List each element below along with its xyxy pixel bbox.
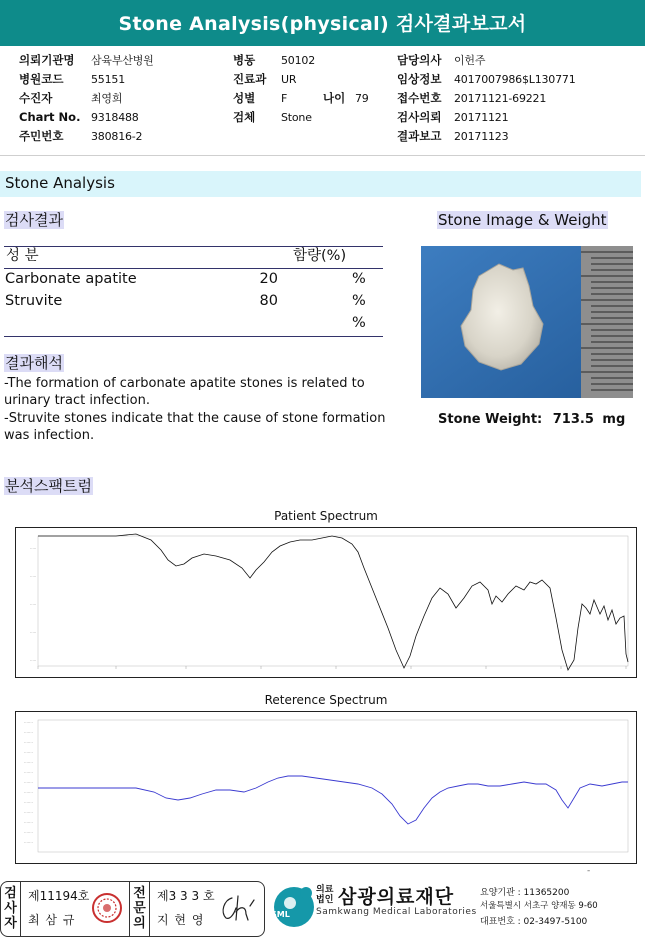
- svg-text:·······: ·······: [24, 750, 33, 755]
- org-phone: 대표번호 : 02-3497-5100: [480, 917, 588, 927]
- svg-text:·······: ·······: [24, 730, 33, 735]
- info-col-3: [397, 51, 576, 146]
- spectrum-heading: 분석스팩트럼: [5, 477, 92, 495]
- table-row: [0, 270, 390, 290]
- info-label: 검체: [233, 110, 256, 124]
- age-value: 79: [355, 92, 369, 105]
- seal-icon: [91, 892, 123, 924]
- component-unit: %: [352, 315, 366, 331]
- reference-spectrum-plot: [15, 711, 637, 864]
- info-label: 성별: [233, 91, 256, 105]
- component-name: Carbonate apatite: [5, 271, 137, 287]
- svg-text:·····: ·····: [30, 630, 37, 635]
- results-heading: 검사결과: [5, 211, 63, 229]
- reviewer-name: 지 현 영: [157, 913, 205, 927]
- info-label: 검사의뢰: [397, 110, 442, 124]
- info-value: F: [281, 92, 288, 105]
- svg-text:·······: ·······: [24, 840, 33, 845]
- reviewer-label: 전문의: [133, 886, 146, 931]
- info-value: 삼육부산병원: [91, 54, 154, 67]
- info-value: 20171121: [454, 111, 509, 124]
- svg-text:·······: ·······: [24, 740, 33, 745]
- svg-text:·······: ·······: [24, 790, 33, 795]
- table-row: [0, 292, 390, 312]
- component-amount: 80: [259, 293, 278, 309]
- inspector-seal: [91, 892, 123, 928]
- reference-spectrum-title: Reterence Spectrum: [264, 693, 388, 707]
- org-prefix: [316, 885, 333, 905]
- signature-icon: [218, 892, 258, 924]
- info-label: 담당의사: [397, 53, 442, 67]
- svg-text:·······: ·······: [24, 800, 33, 805]
- info-value: 380816-2: [91, 130, 143, 143]
- info-value: 55151: [91, 73, 125, 86]
- org-prefix-top: 의료: [316, 885, 334, 895]
- interpretation-heading: 결과해석: [5, 354, 63, 372]
- svg-text:·····: ·····: [30, 658, 37, 663]
- info-value: 9318488: [91, 111, 139, 124]
- report-title: Stone Analysis(physical) 검사결과보고서: [0, 0, 645, 46]
- table-bottom-rule: [4, 336, 383, 337]
- section-title: Stone Analysis: [0, 171, 641, 197]
- svg-text:·····: ·····: [30, 574, 37, 579]
- info-value: Stone: [281, 111, 312, 124]
- info-value: 50102: [281, 54, 315, 67]
- col-component-header: 성 분: [6, 248, 39, 264]
- info-label: 진료과: [233, 72, 267, 86]
- col-amount-header: 함량(%): [293, 248, 347, 264]
- svg-text:·······: ·······: [24, 810, 33, 815]
- info-label: 접수번호: [397, 91, 442, 105]
- info-value: 이헌주: [454, 54, 486, 67]
- svg-text:·······: ·······: [24, 820, 33, 825]
- component-unit: %: [352, 293, 366, 309]
- stone-heading: Stone Image & Weight: [438, 211, 607, 229]
- divider: [0, 155, 645, 156]
- patient-spectrum-line: [38, 534, 628, 670]
- age-label: 나이: [323, 91, 346, 105]
- svg-text:·······: ·······: [24, 720, 33, 725]
- component-unit: %: [352, 271, 366, 287]
- inspector-name: 최 삼 규: [28, 913, 76, 927]
- info-value: 4017007986$L130771: [454, 73, 576, 86]
- svg-text:·····: ·····: [30, 546, 37, 551]
- divider: [129, 881, 130, 937]
- stone-weight: [438, 412, 625, 427]
- reviewer-number: 제3 3 3 호: [157, 889, 215, 903]
- info-col-2: [233, 51, 369, 127]
- info-label: 의뢰기관명: [19, 53, 75, 67]
- info-label: 주민번호: [19, 129, 64, 143]
- info-value: 20171121-69221: [454, 92, 547, 105]
- patient-spectrum-svg: [16, 528, 636, 677]
- info-label: 수진자: [19, 91, 53, 105]
- info-col-1: [19, 51, 154, 146]
- stone-weight-value: 713.5: [552, 412, 594, 427]
- info-label: 병원코드: [19, 72, 64, 86]
- svg-text:·····: ·····: [30, 602, 37, 607]
- svg-text:·······: ·······: [24, 770, 33, 775]
- table-row: [0, 314, 390, 334]
- interpretation-line-1: -The formation of carbonate apatite stones is related to urinary tract infection.: [4, 376, 365, 408]
- interpretation-line-2: -Struvite stones indicate that the cause of stone formation was infection.: [4, 411, 386, 443]
- component-amount: 20: [259, 271, 278, 287]
- divider: [149, 881, 150, 937]
- info-label: 병동: [233, 53, 256, 67]
- table-header-rule: [4, 268, 383, 269]
- scan-mark: -: [587, 866, 591, 876]
- patient-spectrum-plot: [15, 527, 637, 678]
- org-name-en: Samkwang Medical Laboratories: [316, 907, 477, 917]
- org-name: 삼광의료재단: [338, 886, 455, 908]
- reference-spectrum-line: [38, 776, 628, 824]
- reviewer-signature: [218, 892, 258, 928]
- divider: [20, 881, 21, 937]
- stone-photo: [421, 246, 633, 398]
- info-label: 결과보고: [397, 129, 442, 143]
- svg-text:·······: ·······: [24, 760, 33, 765]
- inspector-label: 검사자: [4, 886, 17, 931]
- org-badge: SML: [271, 910, 290, 919]
- stone-weight-label: Stone Weight:: [438, 412, 543, 427]
- stone-weight-unit: mg: [602, 412, 626, 427]
- org-code: 요양기관 : 11365200: [480, 888, 570, 898]
- info-label: Chart No.: [19, 110, 81, 124]
- svg-text:·······: ·······: [24, 780, 33, 785]
- info-label: 임상정보: [397, 72, 442, 86]
- org-prefix-bottom: 법인: [316, 895, 334, 905]
- inspector-number: 제11194호: [28, 889, 90, 903]
- info-value: 최영희: [91, 92, 123, 105]
- info-value: UR: [281, 73, 297, 86]
- info-value: 20171123: [454, 130, 509, 143]
- stone-photo-image: [421, 246, 633, 398]
- reference-spectrum-svg: [16, 712, 636, 863]
- patient-spectrum-title: Patient Spectrum: [274, 509, 378, 523]
- component-name: Struvite: [5, 293, 63, 309]
- sml-logo-icon: [268, 883, 318, 933]
- org-address: 서울특별시 서초구 양재동 9-60: [480, 901, 598, 911]
- svg-text:·······: ·······: [24, 830, 33, 835]
